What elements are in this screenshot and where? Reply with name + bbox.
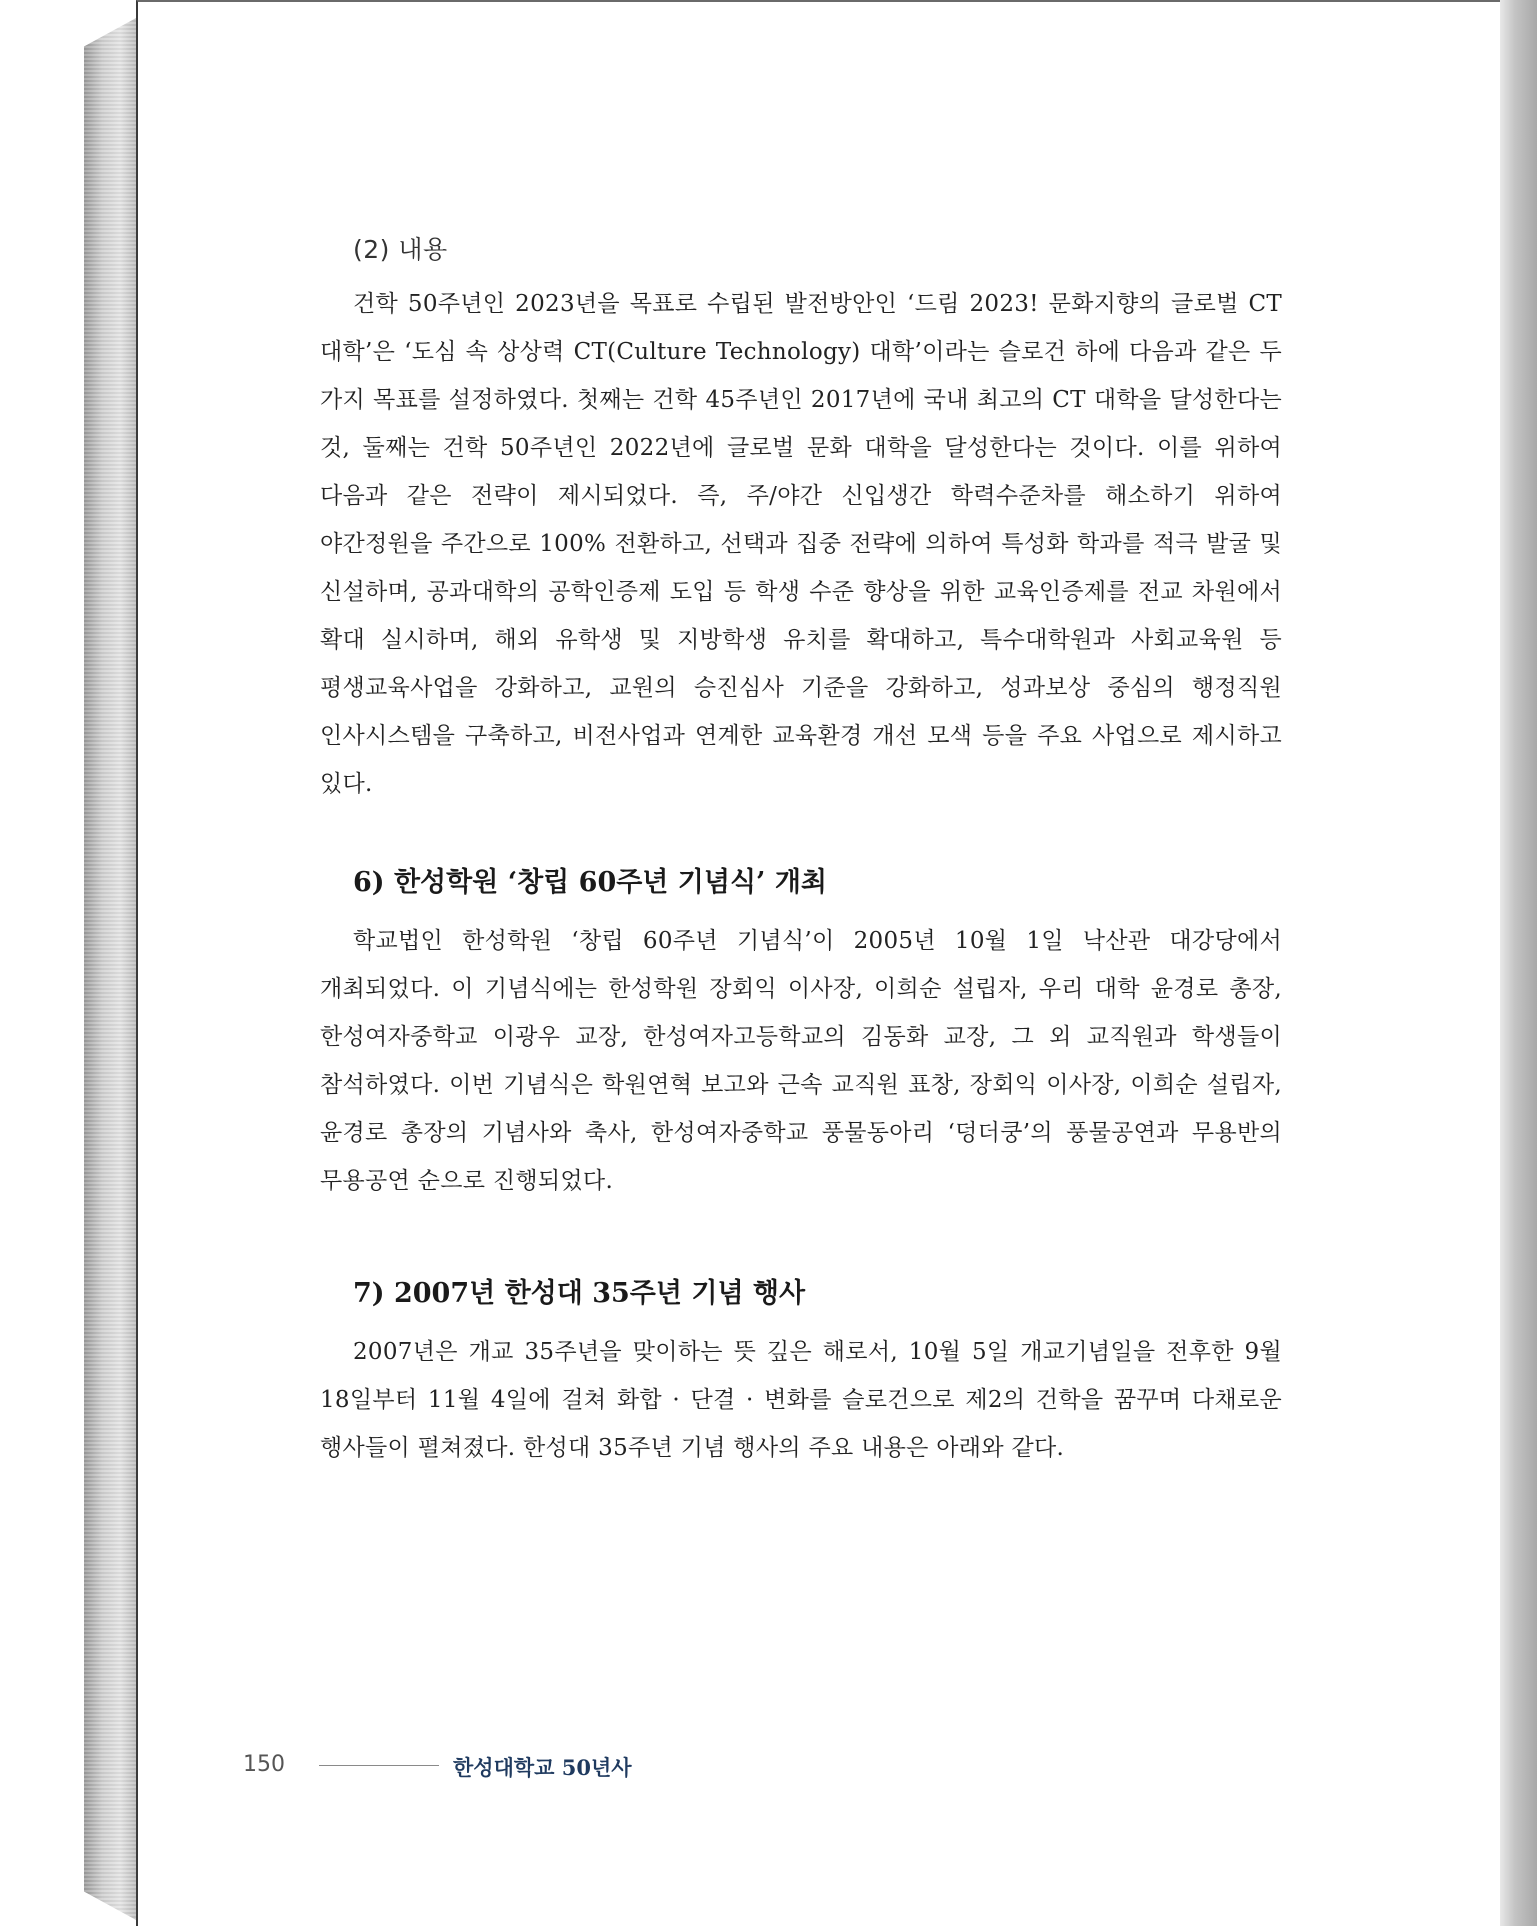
paragraph-development-plan: 건학 50주년인 2023년을 목표로 수립된 발전방안인 ‘드림 2023! 문화지향의 글로벌 CT 대학’은 ‘도심 속 상상력 CT(Culture Technology) 대학’이라는 슬로건 하에 다음과 같은 두 가지 목표를 설정하였다. 첫째는 건학 45주년인 2017년에 국내 최고의 CT 대학을 달성한다는 것, 둘째는 건학 50주년인 2022년에 글로벌 문화 대학을 달성한다는 것이다. 이를 위하여 다음과 같은 전략이 제시되었다. 즉, 주/야간 신입생간 학력수준차를 해소하기 위하여 야간정원을 주간으로 100% 전환하고, 선택과 집중 전략에 의하여 특성화 학과를 적극 발굴 및 신설하며, 공과대학의 공학인증제 도입 등 학생 수준 향상을 위한 교육인증제를 전교 차원에서 확대 실시하며, 해외 유학생 및 지방학생 유치를 확대하고, 특수대학원과 사회교육원 등 평생교육사업을 강화하고, 교원의 승진심사 기준을 강화하고, 성과보상 중심의 행정직원 인사시스템을 구축하고, 비전사업과 연계한 교육환경 개선 모색 등을 주요 사업으로 제시하고 있다. xyxy=(320,291,1282,797)
running-title: 한성대학교 50년사 xyxy=(453,1755,632,1780)
paragraph-60th-anniversary: 학교법인 한성학원 ‘창립 60주년 기념식’이 2005년 10월 1일 낙산관 대강당에서 개최되었다. 이 기념식에는 한성학원 장회익 이사장, 이희순 설립자, 우리 대학 윤경로 총장, 한성여자중학교 이광우 교장, 한성여자고등학교의 김동화 교장, 그 외 교직원과 학생들이 참석하였다. 이번 기념식은 학원연혁 보고와 근속 교직원 표창, 장회익 이사장, 이희순 설립자, 윤경로 총장의 기념사와 축사, 한성여자중학교 풍물동아리 ‘덩더쿵’의 풍물공연과 무용반의 무용공연 순으로 진행되었다. xyxy=(320,928,1282,1194)
section-heading-60th-anniversary: 6) 한성학원 ‘창립 60주년 기념식’ 개최 xyxy=(353,867,827,898)
section-heading-35th-anniversary: 7) 2007년 한성대 35주년 기념 행사 xyxy=(353,1278,806,1309)
book-page-edges xyxy=(84,18,136,1920)
page-right-shadow xyxy=(1500,0,1537,1926)
page-number: 150 xyxy=(243,1752,285,1777)
page-footer xyxy=(243,1746,843,1782)
footer-rule xyxy=(319,1765,439,1766)
page-content xyxy=(320,230,1282,1472)
spacer xyxy=(320,808,1282,860)
spacer xyxy=(320,1205,1282,1271)
subsection-heading-content: (2) 내용 xyxy=(353,235,448,264)
paragraph-35th-anniversary: 2007년은 개교 35주년을 맞이하는 뜻 깊은 해로서, 10월 5일 개교기념일을 전후한 9월 18일부터 11월 4일에 걸쳐 화합 · 단결 · 변화를 슬로건으로 제2의 건학을 꿈꾸며 다채로운 행사들이 펼쳐졌다. 한성대 35주년 기념 행사의 주요 내용은 아래와 같다. xyxy=(320,1339,1282,1461)
